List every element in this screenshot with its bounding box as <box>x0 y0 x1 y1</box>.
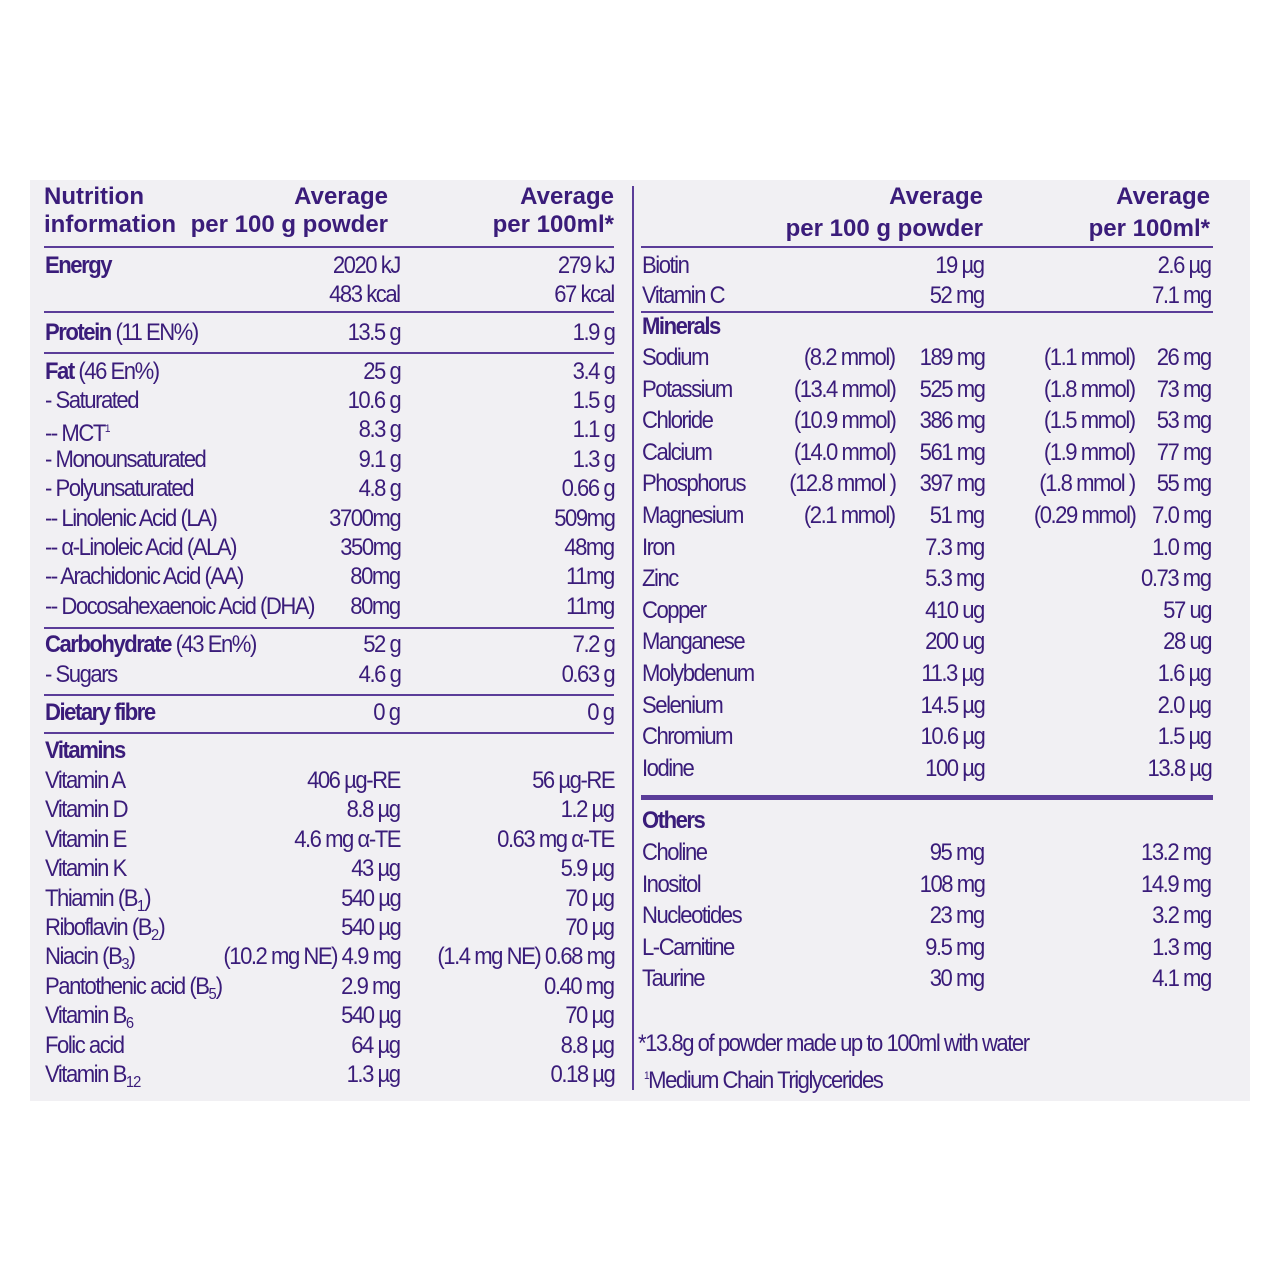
vitamin-row-100g: 540 µg <box>340 884 400 912</box>
right-top-label: Vitamin C <box>642 281 725 309</box>
mineral-row-mmol-100g: (13.4 mmol) <box>793 375 895 403</box>
mineral-row-100ml: 7.0 mg <box>1152 502 1211 529</box>
rule-minerals <box>641 795 1213 800</box>
others-heading: Others <box>642 807 705 834</box>
others-row-100g: 9.5 mg <box>925 933 984 961</box>
vitamin-row-label <box>45 854 126 884</box>
protein-100g: 13.5 g <box>347 319 400 346</box>
mineral-row-100ml: 55 mg <box>1156 470 1211 498</box>
fat-row-label <box>45 386 138 416</box>
right-top-100g: 19 µg <box>935 252 984 279</box>
header-per-100g <box>188 183 388 239</box>
vitamin-row-label-text: Vitamin B <box>45 1061 126 1088</box>
header-per-100g-line2: per 100 g powder <box>190 211 388 238</box>
header-right-per-100g-line2: per 100 g powder <box>785 215 983 242</box>
others-row-label: Taurine <box>642 965 705 992</box>
mineral-row-100g: 525 mg <box>919 375 984 403</box>
fat-row-label-text: -- MCT <box>45 420 105 448</box>
vitamin-row-100ml: 70 µg <box>565 884 614 912</box>
fat-row-100ml: 0.66 g <box>561 475 614 503</box>
header-right-per-100g-line1: Average <box>889 183 983 210</box>
others-row-100ml: 4.1 mg <box>1152 965 1211 992</box>
fat-row-100ml: 11mg <box>566 563 614 591</box>
fat-100g: 25 g <box>362 358 400 385</box>
fat-row-100ml: 1.3 g <box>572 445 614 473</box>
mineral-row-100ml: 13.8 µg <box>1147 754 1211 782</box>
fat-row-label <box>45 592 314 622</box>
vitamins-heading: Vitamins <box>45 737 125 764</box>
mineral-row-100ml: 1.6 µg <box>1157 660 1211 687</box>
vitamin-row-label-subscript: 5 <box>208 985 216 1003</box>
energy-kcal-100ml: 67 kcal <box>554 281 614 308</box>
fat-row-label-text: - Polyunsaturated <box>45 475 194 503</box>
mineral-row-mmol-100ml: (0.29 mmol) <box>1033 502 1135 529</box>
others-row-100g: 108 mg <box>919 870 984 898</box>
vitamin-row-100g: 1.3 µg <box>346 1061 400 1088</box>
mineral-row-label: Iodine <box>642 754 694 782</box>
fat-row-label <box>45 562 243 592</box>
vitamin-row-100ml: 70 µg <box>565 1002 614 1030</box>
fibre-label: Dietary fibre <box>45 699 155 726</box>
rule-fat <box>44 627 614 629</box>
vitamin-row-100g: 64 µg <box>351 1031 400 1059</box>
others-row-label: Choline <box>642 839 707 866</box>
vitamin-row-label-text: Riboflavin (B <box>45 914 152 941</box>
mineral-row-mmol-100g: (8.2 mmol) <box>804 344 895 371</box>
mineral-row-label: Manganese <box>642 628 745 656</box>
mineral-row-mmol-100g: (12.8 mmol ) <box>788 470 895 498</box>
fat-row-100ml: 1.5 g <box>572 387 614 414</box>
fat-row-100g: 4.8 g <box>358 475 400 503</box>
sugars-100g: 4.6 g <box>358 661 400 688</box>
mineral-row-mmol-100ml: (1.1 mmol) <box>1044 344 1135 371</box>
fat-en: (46 En%) <box>78 358 159 385</box>
header-per-100g-line1: Average <box>294 183 388 210</box>
mineral-row-mmol-100ml: (1.5 mmol) <box>1044 407 1135 435</box>
mineral-row-100g: 410 ug <box>925 596 984 624</box>
others-row-100ml: 3.2 mg <box>1152 902 1211 929</box>
others-row-label: L-Carnitine <box>642 933 734 961</box>
others-row-100g: 30 mg <box>929 965 984 992</box>
right-top-100ml: 7.1 mg <box>1152 281 1211 309</box>
protein-en: (11 EN%) <box>115 319 198 346</box>
sugars-100ml: 0.63 g <box>561 661 614 688</box>
vitamin-row-label <box>45 1060 140 1098</box>
mineral-row-100g: 51 mg <box>929 502 984 529</box>
others-row-100ml: 14.9 mg <box>1141 870 1211 898</box>
fat-row-label-text: - Saturated <box>45 387 139 414</box>
fat-row-label-text: - Monounsaturated <box>45 445 206 473</box>
others-row-label: Inositol <box>642 870 701 898</box>
mineral-row-100g: 561 mg <box>919 438 984 466</box>
mineral-row-label: Chloride <box>642 407 713 435</box>
rule-header-left <box>44 246 614 248</box>
vitamin-row-100ml: 70 µg <box>565 914 614 941</box>
fat-row-100ml: 1.1 g <box>572 416 614 444</box>
mineral-row-100g: 10.6 µg <box>920 723 984 751</box>
mineral-row-label: Calcium <box>642 438 712 466</box>
column-divider <box>632 186 634 1090</box>
mineral-row-100g: 189 mg <box>919 344 984 371</box>
vitamin-row-label-subscript: 6 <box>125 1015 134 1033</box>
header-right-per-100ml <box>1050 183 1210 243</box>
fat-row-100g: 8.3 g <box>358 416 400 444</box>
fat-row-label-text: -- α-Linoleic Acid (ALA) <box>45 534 236 561</box>
mineral-row-label: Molybdenum <box>642 660 754 687</box>
energy-kj-100g: 2020 kJ <box>332 252 400 279</box>
fat-row-label <box>45 504 216 534</box>
rule-energy <box>44 311 614 313</box>
fibre-100g: 0 g <box>373 699 400 726</box>
energy-kcal-100g: 483 kcal <box>329 281 400 308</box>
vitamin-row-100ml: 0.18 µg <box>550 1061 614 1088</box>
vitamin-row-label-text: Thiamin (B <box>45 884 138 912</box>
title-line-2: information <box>44 211 176 238</box>
fat-row-100g: 9.1 g <box>358 445 400 473</box>
vitamin-row-label-text: Vitamin E <box>45 825 126 853</box>
rule-protein <box>44 352 614 354</box>
mineral-row-100g: 397 mg <box>919 470 984 498</box>
vitamin-row-label-suffix: ) <box>128 943 135 971</box>
minerals-heading: Minerals <box>642 313 720 340</box>
mineral-row-label: Potassium <box>642 375 732 403</box>
mineral-row-100ml: 26 mg <box>1156 344 1211 371</box>
vitamin-row-100g: 540 µg <box>340 914 400 941</box>
mineral-row-100g: 11.3 µg <box>921 660 984 687</box>
mineral-row-100g: 386 mg <box>919 407 984 435</box>
mineral-row-mmol-100ml: (1.8 mmol ) <box>1039 470 1135 498</box>
header-per-100ml-line1: Average <box>520 183 614 210</box>
vitamin-row-label-suffix: ) <box>158 914 165 941</box>
vitamin-row-label-text: Vitamin B <box>45 1002 126 1030</box>
header-right-per-100ml-line2: per 100ml* <box>1088 215 1210 242</box>
mineral-row-label: Selenium <box>642 691 723 719</box>
header-per-100ml-line2: per 100ml* <box>492 211 614 238</box>
carbohydrate-100g: 52 g <box>362 631 400 658</box>
mineral-row-label: Zinc <box>642 565 678 593</box>
fat-100ml: 3.4 g <box>572 358 614 385</box>
vitamin-row-100g: (10.2 mg NE) 4.9 mg <box>223 943 400 971</box>
protein-label-text: Protein <box>45 319 111 346</box>
fat-row-label-text: -- Linolenic Acid (LA) <box>45 504 217 532</box>
mineral-row-100ml: 2.0 µg <box>1157 691 1211 719</box>
right-top-100ml: 2.6 µg <box>1157 252 1211 279</box>
mineral-row-label: Chromium <box>642 723 733 751</box>
right-top-label: Biotin <box>642 252 689 279</box>
fat-label <box>45 357 159 387</box>
vitamin-row-100ml: 0.40 mg <box>544 972 614 1000</box>
mineral-row-100g: 7.3 mg <box>925 533 984 561</box>
rule-carbohydrate <box>44 694 614 696</box>
vitamin-row-100g: 540 µg <box>340 1002 400 1030</box>
fibre-100ml: 0 g <box>587 699 614 726</box>
protein-label <box>45 318 198 348</box>
header-right-per-100g <box>780 183 983 243</box>
mineral-row-label: Iron <box>642 533 675 561</box>
carbohydrate-label <box>45 630 256 660</box>
vitamin-row-100g: 43 µg <box>351 855 400 883</box>
vitamin-row-label-subscript: 12 <box>125 1074 141 1091</box>
vitamin-row-label-subscript: 1 <box>137 897 145 915</box>
vitamin-row-label <box>45 766 125 796</box>
mineral-row-100ml: 28 ug <box>1163 628 1211 656</box>
vitamin-row-label-text: Vitamin A <box>45 767 125 794</box>
mineral-row-100ml: 77 mg <box>1156 438 1211 466</box>
vitamin-row-label-text: Niacin (B <box>45 943 122 971</box>
others-row-100g: 23 mg <box>929 902 984 929</box>
vitamin-row-100ml: 56 µg-RE <box>532 767 614 794</box>
carbohydrate-100ml: 7.2 g <box>572 631 614 658</box>
fat-row-100g: 3700mg <box>329 504 400 532</box>
fat-row-100ml: 48mg <box>564 534 614 561</box>
others-row-100ml: 1.3 mg <box>1152 933 1211 961</box>
vitamin-row-label-text: Vitamin D <box>45 796 128 824</box>
others-row-100ml: 13.2 mg <box>1141 839 1211 866</box>
fat-row-100g: 80mg <box>350 592 400 620</box>
mineral-row-label: Copper <box>642 596 706 624</box>
mineral-row-100ml: 1.5 µg <box>1157 723 1211 751</box>
vitamin-row-label-subscript: 2 <box>151 927 159 944</box>
footnote-mct <box>644 1062 882 1096</box>
vitamin-row-label <box>45 795 127 825</box>
mineral-row-100g: 14.5 µg <box>920 691 984 719</box>
mineral-row-label: Sodium <box>642 344 709 371</box>
mineral-row-mmol-100g: (2.1 mmol) <box>804 502 895 529</box>
fat-row-label <box>45 474 193 504</box>
mineral-row-label: Phosphorus <box>642 470 746 498</box>
fat-label-text: Fat <box>45 358 74 385</box>
right-top-100g: 52 mg <box>929 281 984 309</box>
mineral-row-100ml: 73 mg <box>1156 375 1211 403</box>
fat-row-100ml: 11mg <box>566 592 614 620</box>
mineral-row-label: Magnesium <box>642 502 743 529</box>
fat-row-label-text: -- Arachidonic Acid (AA) <box>45 563 243 591</box>
vitamin-row-100g: 406 µg-RE <box>307 767 400 794</box>
rule-vitamin-c <box>641 311 1213 313</box>
mineral-row-mmol-100ml: (1.8 mmol) <box>1044 375 1135 403</box>
vitamin-row-100ml: 8.8 µg <box>560 1031 614 1059</box>
vitamin-row-100ml: (1.4 mg NE) 0.68 mg <box>437 943 614 971</box>
mineral-row-100ml: 53 mg <box>1156 407 1211 435</box>
vitamin-row-100ml: 5.9 µg <box>560 855 614 883</box>
footnote-mark: 1 <box>644 1070 649 1082</box>
energy-kj-100ml: 279 kJ <box>557 252 614 279</box>
vitamin-row-100ml: 0.63 mg α-TE <box>497 825 614 853</box>
mineral-row-100ml: 57 ug <box>1163 596 1211 624</box>
vitamin-row-100g: 8.8 µg <box>346 796 400 824</box>
vitamin-row-100g: 4.6 mg α-TE <box>294 825 400 853</box>
vitamin-row-label-suffix: ) <box>215 972 222 1000</box>
sugars-label: - Sugars <box>45 661 117 688</box>
mineral-row-mmol-100ml: (1.9 mmol) <box>1044 438 1135 466</box>
mineral-row-100ml: 0.73 mg <box>1141 565 1211 593</box>
vitamin-row-100ml: 1.2 µg <box>560 796 614 824</box>
footnote-serving: *13.8g of powder made up to 100ml with water <box>638 1030 1029 1057</box>
mineral-row-100g: 200 ug <box>925 628 984 656</box>
mineral-row-100ml: 1.0 mg <box>1152 533 1211 561</box>
fat-row-100g: 350mg <box>339 534 400 561</box>
vitamin-row-100g: 2.9 mg <box>341 972 400 1000</box>
mineral-row-mmol-100g: (14.0 mmol) <box>793 438 895 466</box>
fat-row-100g: 10.6 g <box>347 387 400 414</box>
energy-label: Energy <box>45 252 112 279</box>
title-line-1: Nutrition <box>44 183 144 210</box>
vitamin-row-label-text: Pantothenic acid (B <box>45 972 209 1000</box>
mineral-row-mmol-100g: (10.9 mmol) <box>793 407 895 435</box>
vitamin-row-label-suffix: ) <box>144 884 151 912</box>
header-per-100ml <box>452 183 614 239</box>
fat-row-label-text: -- Docosahexaenoic Acid (DHA) <box>45 592 315 620</box>
protein-100ml: 1.9 g <box>572 319 614 346</box>
footnote-mct-text: Medium Chain Triglycerides <box>648 1067 883 1094</box>
fat-row-label-superscript: 1 <box>104 423 110 436</box>
vitamin-row-label <box>45 1031 124 1061</box>
table-title <box>44 183 176 239</box>
vitamin-row-label-text: Vitamin K <box>45 855 126 883</box>
fat-row-100g: 80mg <box>350 563 400 591</box>
others-row-100g: 95 mg <box>929 839 984 866</box>
mineral-row-100g: 100 µg <box>924 754 984 782</box>
vitamin-row-label-text: Folic acid <box>45 1031 124 1059</box>
fat-row-label <box>45 533 236 563</box>
fat-row-100ml: 509mg <box>553 504 614 532</box>
carbohydrate-en: (43 En%) <box>175 631 256 658</box>
fat-row-label <box>45 445 205 475</box>
vitamin-row-label <box>45 825 126 855</box>
header-right-per-100ml-line1: Average <box>1116 183 1210 210</box>
others-row-label: Nucleotides <box>642 902 742 929</box>
rule-header-right <box>641 246 1213 248</box>
vitamin-row-label-subscript: 3 <box>121 956 129 974</box>
rule-fibre <box>44 732 614 734</box>
mineral-row-100g: 5.3 mg <box>925 565 984 593</box>
carbohydrate-label-text: Carbohydrate <box>45 631 171 658</box>
